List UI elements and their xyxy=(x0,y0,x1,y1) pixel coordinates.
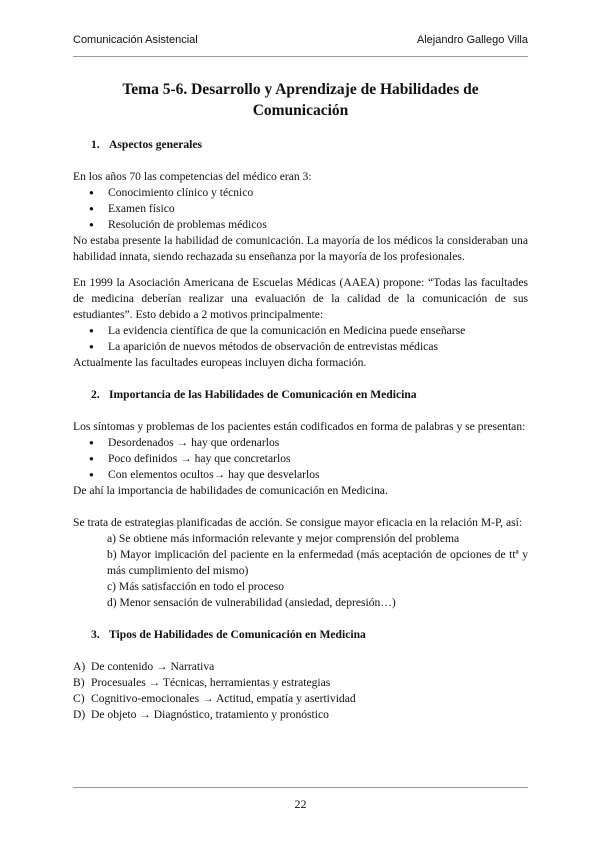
list-item: D) De objeto → Diagnóstico, tratamiento y pronóstico xyxy=(73,708,329,721)
consequence-list xyxy=(73,531,528,611)
list-item: c) Más satisfacción en todo el proceso xyxy=(107,580,285,593)
paragraph: En 1999 la Asociación Americana de Escuelas Médicas (AAEA) propone: “Todas las facultades de medicina deberían realizar una evaluación de la calidad de la comunicación de sus estudiantes”. Esto debido a 2 motivos principalmente: xyxy=(73,276,528,321)
list-item: ● Poco definidos → hay que concretarlos xyxy=(73,451,528,467)
paragraph: Se trata de estrategias planificadas de acción. Se consigue mayor eficacia en la relación M-P, así: xyxy=(73,516,523,529)
header-author: Alejandro Gallego Villa xyxy=(416,34,528,46)
page-number: 22 xyxy=(294,797,307,811)
list-item: ● Con elementos ocultos→ hay que desvelarlos xyxy=(73,467,528,483)
list-item: B) Procesuales → Técnicas, herramientas y estrategias xyxy=(73,676,331,689)
list-item: ● Examen físico xyxy=(73,201,528,217)
paragraph: No estaba presente la habilidad de comunicación. La mayoría de los médicos la consideraban una habilidad innata, siendo rechazada su enseñanza por la mayoría de los profesionales. xyxy=(73,234,528,263)
page-header xyxy=(73,34,528,46)
types-list xyxy=(73,659,528,723)
list-item: ● Conocimiento clínico y técnico xyxy=(73,185,528,201)
paragraph: Actualmente las facultades europeas incluyen dicha formación. xyxy=(73,356,367,369)
list-item: a) Se obtiene más información relevante y mejor comprensión del problema xyxy=(107,532,460,545)
paragraph: De ahí la importancia de habilidades de comunicación en Medicina. xyxy=(73,484,388,497)
section-heading: 2. Importancia de las Habilidades de Comunicación en Medicina xyxy=(91,388,417,401)
list-item: ● Resolución de problemas médicos xyxy=(73,217,528,233)
document-body xyxy=(73,137,528,723)
section-heading: 3. Tipos de Habilidades de Comunicación en Medicina xyxy=(91,628,366,641)
section-heading: 1. Aspectos generales xyxy=(91,138,203,151)
page-title: Tema 5-6. Desarrollo y Aprendizaje de Habilidades de Comunicación xyxy=(122,81,479,119)
list-item: A) De contenido → Narrativa xyxy=(73,660,215,673)
paragraph: En los años 70 las competencias del médico eran 3: xyxy=(73,170,312,183)
footer-rule xyxy=(73,787,528,788)
header-course: Comunicación Asistencial xyxy=(73,34,198,46)
list-item: d) Menor sensación de vulnerabilidad (ansiedad, depresión…) xyxy=(107,596,396,609)
list-item: ● La aparición de nuevos métodos de observación de entrevistas médicas xyxy=(73,339,528,355)
bullet-list xyxy=(73,323,528,355)
header-rule xyxy=(73,56,528,57)
list-item: ● Desordenados → hay que ordenarlos xyxy=(73,435,528,451)
bullet-list xyxy=(73,185,528,233)
list-item: ● La evidencia científica de que la comunicación en Medicina puede enseñarse xyxy=(73,323,528,339)
paragraph: Los síntomas y problemas de los pacientes están codificados en forma de palabras y se presentan: xyxy=(73,420,526,433)
bullet-list xyxy=(73,435,528,483)
list-item: C) Cognitivo-emocionales → Actitud, empatía y asertividad xyxy=(73,692,356,705)
list-item: b) Mayor implicación del paciente en la enfermedad (más aceptación de opciones de ttª y más cumplimiento del mismo) xyxy=(107,548,528,577)
